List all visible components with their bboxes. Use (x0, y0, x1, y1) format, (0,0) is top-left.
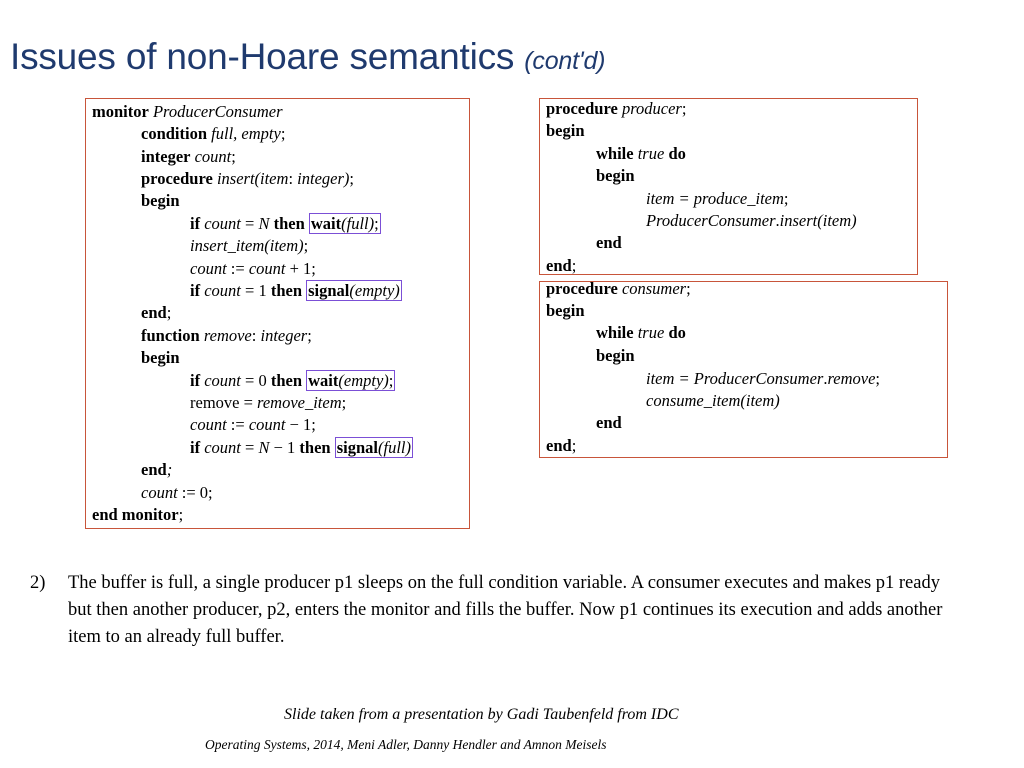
title-subtitle: (cont'd) (524, 47, 606, 75)
credit-line: Slide taken from a presentation by Gadi Taubenfeld from IDC (284, 706, 679, 723)
signal-empty-highlight: signal(empty) (308, 281, 400, 300)
code-line: count := 0; (141, 483, 213, 502)
code-line: end; (546, 256, 577, 275)
code-line: begin (141, 191, 180, 210)
code-line: integer count; (141, 147, 236, 166)
wait-empty-highlight: wait(empty); (308, 371, 394, 390)
code-line: while true do (596, 144, 686, 163)
code-line: if count = N then wait(full); (190, 214, 379, 233)
code-line: function remove: integer; (141, 326, 312, 345)
code-line: if count = 0 then wait(empty); (190, 371, 394, 390)
code-line: item = produce_item; (646, 189, 789, 208)
code-line: end; (141, 303, 172, 322)
code-line: count := count − 1; (190, 415, 316, 434)
code-line: consume_item(item) (646, 391, 780, 410)
code-line: begin (596, 346, 635, 365)
code-line: ProducerConsumer.insert(item) (646, 211, 857, 230)
code-line: if count = 1 then signal(empty) (190, 281, 400, 300)
code-line: end; (546, 436, 577, 455)
code-line: procedure consumer; (546, 279, 691, 298)
code-line: item = ProducerConsumer.remove; (646, 369, 881, 388)
wait-full-highlight: wait(full); (310, 214, 379, 233)
item-number: 2) (30, 573, 46, 593)
code-line: end (596, 233, 622, 252)
code-line: monitor ProducerConsumer (92, 102, 283, 121)
code-line: if count = N − 1 then signal(full) (190, 438, 411, 457)
code-line: begin (546, 301, 585, 320)
code-line: procedure producer; (546, 99, 687, 118)
code-line: count := count + 1; (190, 259, 316, 278)
slide-title (10, 36, 605, 78)
code-line: end; (141, 460, 173, 479)
code-line: end (596, 413, 622, 432)
code-line: end monitor; (92, 505, 184, 524)
code-line: begin (596, 166, 635, 185)
code-line: procedure insert(item: integer); (141, 169, 354, 188)
code-line: while true do (596, 323, 686, 342)
code-line: remove = remove_item; (190, 393, 347, 412)
code-line: insert_item(item); (190, 236, 309, 255)
course-credit: Operating Systems, 2014, Meni Adler, Danny Hendler and Amnon Meisels (205, 737, 607, 752)
item-text: The buffer is full, a single producer p1 sleeps on the full condition variable. A consumer executes and makes p1 ready but then another producer, p2, enters the monitor and fills the buffer. Now p1 continues its execution and adds another item to an already full buffer. (68, 573, 943, 647)
code-line: begin (141, 348, 180, 367)
code-line: begin (546, 121, 585, 140)
title-main: Issues of non-Hoare semantics (10, 36, 525, 77)
signal-full-highlight: signal(full) (336, 438, 411, 457)
code-line: condition full, empty; (141, 124, 286, 143)
